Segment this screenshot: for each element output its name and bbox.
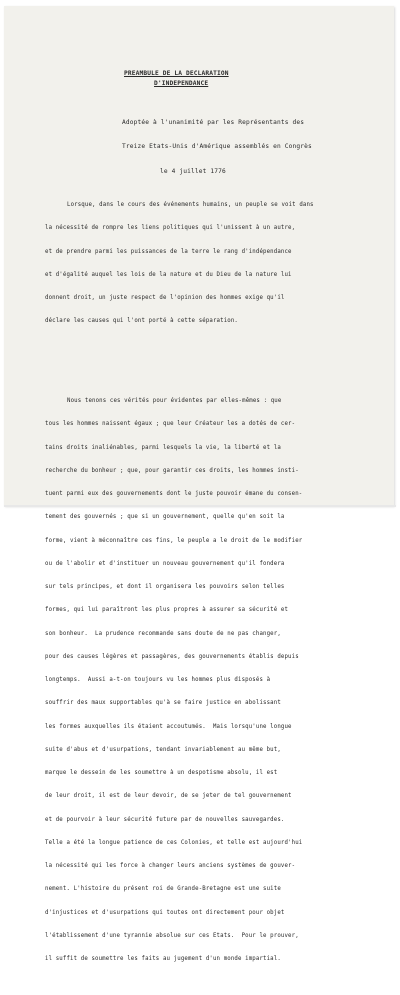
text-line: tement des gouvernés ; que si un gouvernement, quelle qu'en soit la — [45, 514, 285, 521]
preamble-line: le 4 juillet 1776 — [160, 168, 226, 176]
text-line: longtemps. Aussi a-t-on toujours vu les hommes plus disposés à — [45, 677, 271, 683]
text-line: déclare les causes qui l'ont porté à cette séparation. — [45, 318, 239, 325]
page-edge-shadow — [4, 505, 396, 507]
text-line: tains droits inaliénables, parmi lesquels la vie, la liberté et la — [45, 444, 281, 451]
text-line: la nécessité de rompre les liens politiques qui l'unissent à un autre, — [45, 225, 296, 232]
typewritten-page — [4, 6, 394, 962]
text-line: tous les hommes naissent égaux ; que leur Créateur les a dotés de cer- — [45, 421, 296, 428]
text-line: il suffit de soumettre les faits au jugement d'un monde impartial. — [45, 956, 281, 962]
text-line: marque le dessein de les soumettre à un despotisme absolu, il est — [45, 770, 278, 776]
text-line: donnent droit, un juste respect de l'opinion des hommes exige qu'il — [45, 295, 285, 301]
text-line: d'injustices et d'usurpations qui toutes ont directement pour objet — [45, 909, 285, 916]
preamble-line: Adoptée à l'unanimité par les Représentants des — [122, 118, 305, 126]
text-line: nement. L'histoire du présent roi de Grande-Bretagne est une suite — [45, 886, 281, 893]
text-line: de leur droit, il est de leur devoir, de se jeter de tel gouvernement — [45, 793, 292, 800]
declaration-body — [45, 171, 365, 995]
text-line: tuent parmi eux des gouvernements dont le juste pouvoir émane du consen- — [45, 491, 303, 497]
text-line: les formes auxquelles ils étaient accoutumés. Mais lorsqu'une longue — [45, 723, 292, 730]
text-line: et de prendre parmi les puissances de la terre le rang d'indépendance — [45, 248, 292, 255]
text-line: forme, vient à méconnaître ces fins, le peuple a le droit de le modifier — [45, 537, 303, 544]
document-title-line-2: D'INDEPENDANCE — [154, 80, 209, 87]
text-line: Telle a été la longue patience de ces Colonies, et telle est aujourd'hui — [45, 839, 303, 846]
text-line: recherche du bonheur ; que, pour garantir ces droits, les hommes insti- — [45, 467, 299, 474]
text-line: l'établissement d'une tyrannie absolue sur ces Etats. Pour le prouver, — [45, 932, 299, 939]
text-line: suite d'abus et d'usurpations, tendant invariablement au même but, — [45, 746, 281, 753]
text-line: et de pourvoir à leur sécurité future par de nouvelles sauvegardes. — [45, 816, 285, 823]
paragraph-gap — [45, 357, 365, 367]
text-line: et d'égalité auquel les lois de la nature et du Dieu de la nature lui — [45, 271, 292, 278]
text-line: Lorsque, dans le cours des événements humains, un peuple se voit dans — [67, 202, 314, 208]
paragraph-1 — [45, 187, 365, 342]
text-line: son bonheur. La prudence recommande sans doute de ne pas changer, — [45, 630, 281, 637]
text-line: souffrir des maux supportables qu'à se faire justice en abolissant — [45, 700, 281, 707]
text-line: sur tels principes, et dont il organisera les pouvoirs selon telles — [45, 584, 285, 590]
preamble-line: Treize Etats-Unis d'Amérique assemblés en Congrès — [122, 143, 312, 151]
text-line: Nous tenons ces vérités pour évidentes par elles-mêmes : que — [67, 398, 282, 404]
document-title-line-1: PREAMBULE DE LA DECLARATION — [124, 70, 229, 77]
text-line: pour des causes légères et passagères, des gouvernements établis depuis — [45, 653, 299, 660]
paragraph-2 — [45, 383, 365, 980]
text-line: formes, qui lui paraîtront les plus propres à assurer sa sécurité et — [45, 607, 289, 614]
text-line: la nécessité qui les force à changer leurs anciens systèmes de gouver- — [45, 863, 296, 869]
text-line: ou de l'abolir et d'instituer un nouveau gouvernement qu'il fondera — [45, 560, 285, 567]
